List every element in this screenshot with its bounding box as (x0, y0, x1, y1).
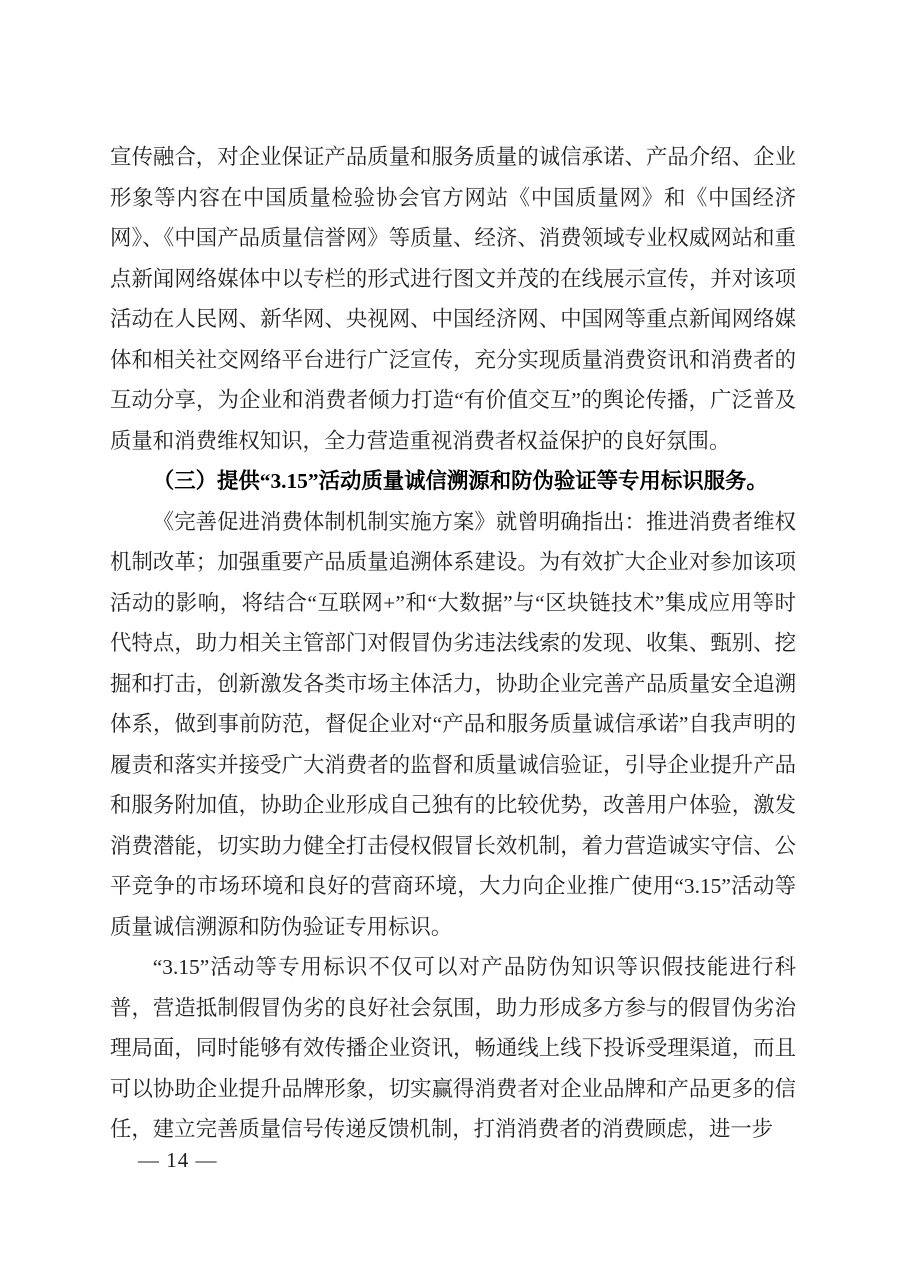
paragraph-continuation: 宣传融合，对企业保证产品质量和服务质量的诚信承诺、产品介绍、企业形象等内容在中国质量检验协会官方网站《中国质量网》和《中国经济网》、《中国产品质量信誉网》等质量、经济、消费领域专业权威网站和重点新闻网络媒体中以专栏的形式进行图文并茂的在线展示宣传，并对该项活动在人民网、新华网、央视网、中国经济网、中国网等重点新闻网络媒体和相关社交网络平台进行广泛宣传，充分实现质量消费资讯和消费者的互动分享，为企业和消费者倾力打造“有价值交互”的舆论传播，广泛普及质量和消费维权知识，全力营造重视消费者权益保护的良好氛围。 (110, 145, 796, 453)
section-heading: （三）提供“3.15”活动质量诚信溯源和防伪验证等专用标识服务。 (152, 469, 768, 493)
text-block (110, 137, 796, 1150)
paragraph: 《完善促进消费体制机制实施方案》就曾明确指出：推进消费者维权机制改革；加强重要产品质量追溯体系建设。为有效扩大企业对参加该项活动的影响，将结合“互联网+”和“大数据”与“区块链技术”集成应用等时代特点，助力相关主管部门对假冒伪劣违法线索的发现、收集、甄别、挖掘和打击，创新激发各类市场主体活力，协助企业完善产品质量安全追溯体系，做到事前防范，督促企业对“产品和服务质量诚信承诺”自我声明的履责和落实并接受广大消费者的监督和质量诚信验证，引导企业提升产品和服务附加值，协助企业形成自己独有的比较优势，改善用户体验，激发消费潜能，切实助力健全打击侵权假冒长效机制，着力营造诚实守信、公平竞争的市场环境和良好的营商环境，大力向企业推广使用“3.15”活动等质量诚信溯源和防伪验证专用标识。 (110, 509, 796, 939)
page-number: — 14 — (138, 1148, 218, 1172)
paragraph: “3.15”活动等专用标识不仅可以对产品防伪知识等识假技能进行科普，营造抵制假冒伪劣的良好社会氛围，助力形成多方参与的假冒伪劣治理局面，同时能够有效传播企业资讯，畅通线上线下投诉受理渠道，而且可以协助企业提升品牌形象，切实赢得消费者对企业品牌和产品更多的信任，建立完善质量信号传递反馈机制，打消消费者的消费顾虑，进一步 (110, 955, 796, 1141)
